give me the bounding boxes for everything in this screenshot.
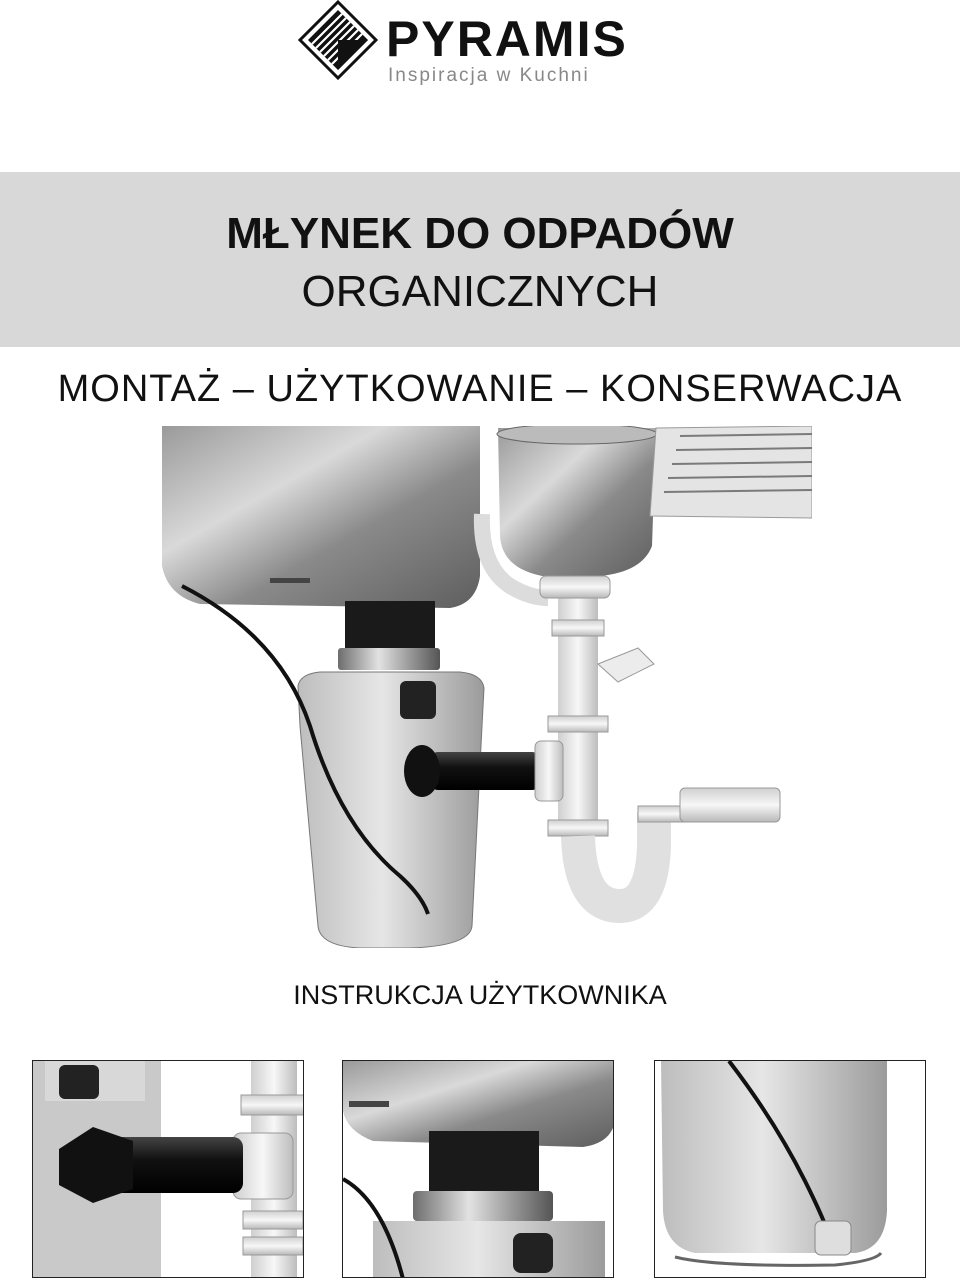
page-title-line-2: ORGANICZNYCH (301, 267, 659, 316)
page-title-line-1: MŁYNEK DO ODPADÓW (226, 209, 734, 258)
brand-name: PYRAMIS (386, 11, 628, 67)
brand-logo (298, 0, 648, 86)
thumbnail-discharge-elbow (32, 1060, 304, 1278)
brand-tagline: Inspiracja w Kuchni (388, 65, 590, 86)
page-subtitle: MONTAŻ – UŻYTKOWANIE – KONSERWACJA (57, 368, 903, 410)
title-band (0, 172, 960, 347)
hero-disposer-photo (160, 426, 812, 948)
instruction-label: INSTRUKCJA UŻYTKOWNIKA (293, 980, 667, 1010)
thumbnail-sink-flange (342, 1060, 614, 1278)
pyramid-diamond-icon (298, 0, 378, 80)
thumbnail-power-cord (654, 1060, 926, 1278)
